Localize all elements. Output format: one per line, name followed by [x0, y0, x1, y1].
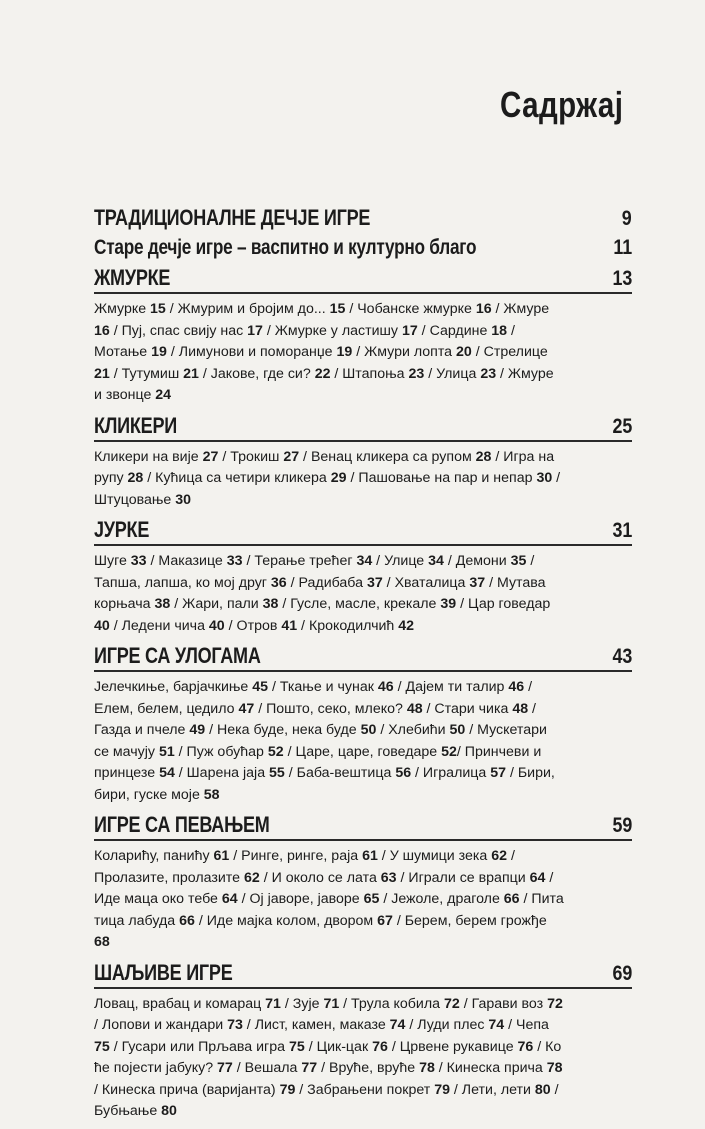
entry-page-number: 67 [377, 912, 393, 929]
entry-name: Тутумиш [121, 365, 184, 382]
entry-page-number: 40 [94, 617, 110, 634]
entry-name: Бири, бири, гуске моје [94, 765, 555, 803]
section-page-number: 25 [612, 414, 632, 438]
entry-page-number: 62 [491, 848, 507, 864]
entry-page-number: 72 [443, 995, 460, 1012]
entry-page-number: 51 [158, 743, 175, 760]
entry-name: Жмуре [503, 301, 550, 317]
entry-name: Принчеви и принцезе [94, 743, 542, 781]
entry-page-number: 38 [154, 596, 171, 612]
entry-page-number: 76 [517, 1038, 534, 1055]
entry-page-number: 37 [366, 574, 383, 591]
entry-page-number: 30 [175, 491, 192, 508]
entry-name: Царе, царе, говедаре [295, 743, 442, 760]
entry-page-number: 52 [441, 743, 457, 760]
entry-name: Ткање и чунак [279, 679, 378, 695]
entry-name: Ко ће појести јабуку? [94, 1038, 562, 1076]
entry-name: Иде маца око тебе [94, 891, 222, 907]
entry-name: Лопови и жандари [101, 1017, 228, 1033]
entry-name: Баба-вештица [296, 765, 396, 781]
toc-section [94, 413, 632, 512]
entry-name: Мутава корњача [94, 574, 546, 612]
toc-section [94, 812, 632, 954]
entry-name: Отров [236, 617, 282, 634]
entry-name: Жмури лопта [364, 344, 457, 360]
entry-name: Демони [455, 553, 511, 569]
entry-name: Радибаба [298, 574, 367, 591]
entry-name: Гусари или Прљава игра [121, 1038, 289, 1055]
entry-page-number: 33 [226, 553, 243, 569]
entry-page-number: 58 [203, 786, 220, 803]
entry-page-number: 15 [329, 301, 346, 317]
entry-name: Стрелице [483, 344, 548, 360]
entry-page-number: 78 [546, 1060, 563, 1076]
entry-page-number: 54 [159, 765, 175, 781]
entry-page-number: 16 [94, 322, 110, 339]
entry-name: Коларићу, панићу [94, 848, 214, 864]
entry-name: Кликери на вије [94, 448, 203, 465]
entry-page-number: 71 [265, 995, 281, 1012]
toc-section [94, 236, 632, 261]
entry-page-number: 80 [161, 1103, 177, 1119]
entry-name: Пошто, секо, млеко? [266, 700, 407, 717]
entry-page-number: 77 [301, 1060, 318, 1076]
entry-name: Стари чика [434, 700, 513, 717]
entry-name: Венац кликера са рупом [310, 448, 476, 465]
entry-page-number: 16 [475, 301, 492, 317]
entry-name: Зује [292, 995, 324, 1012]
entry-page-number: 37 [469, 574, 486, 591]
entry-name: Кућица са четири кликера [155, 470, 331, 486]
entry-name: Маказице [158, 553, 227, 569]
section-page-number: 13 [612, 267, 632, 290]
section-title: ЈУРКЕ [94, 517, 150, 542]
entry-name: Луди плес [417, 1017, 489, 1033]
toc-section [94, 960, 632, 1123]
table-of-contents [94, 205, 632, 1129]
entry-name: Жмуре и звонце [94, 365, 554, 403]
entry-name: Хваталица [394, 574, 470, 591]
entry-name: Крокодилчић [308, 617, 399, 634]
toc-section [94, 517, 632, 637]
section-page-number: 69 [612, 961, 632, 985]
entry-page-number: 66 [503, 891, 520, 907]
toc-section [94, 265, 632, 407]
entry-page-number: 74 [488, 1017, 505, 1033]
entry-page-number: 50 [449, 722, 466, 738]
entry-name: Забрањени покрет [307, 1081, 435, 1098]
entry-name: Цар говедар [468, 596, 551, 612]
entry-name: Шуге [94, 553, 131, 569]
entry-page-number: 39 [440, 596, 457, 612]
entry-page-number: 27 [283, 448, 300, 465]
entry-name: Трокиш [230, 448, 284, 465]
entry-name: Пуж обућар [186, 743, 268, 760]
entry-page-number: 75 [94, 1038, 110, 1055]
entry-name: Лимунови и поморанџе [178, 344, 337, 360]
entry-name: Бубњање [94, 1103, 162, 1119]
entry-name: Елем, белем, цедило [94, 700, 239, 717]
entry-name: Сардине [429, 322, 492, 339]
section-entries: Шуге 33 / Маказице 33 / Терање трећег 34 / Улице 34 / Демони 35 / Тапша, лапша, ко мој друг 36 / Радибаба 37 / Хваталица 37 / Мутава корњача 38 / Жари, пали 38 / Гусле, масле, крекале 39 / Цар говедар 40 / Ледени чича 40 / Отров 41 / Крокодилчић 42 [94, 553, 551, 634]
entry-page-number: 56 [395, 765, 412, 781]
section-page-number: 31 [612, 519, 632, 542]
entry-page-number: 40 [208, 617, 225, 634]
entry-name: Терање трећег [254, 553, 357, 569]
section-title: ЖМУРКЕ [94, 265, 171, 290]
entry-page-number: 17 [401, 322, 418, 339]
section-page-number: 9 [622, 207, 632, 230]
section-heading-row [94, 517, 632, 546]
entry-page-number: 77 [217, 1060, 233, 1076]
entry-name: Хлебићи [388, 722, 450, 738]
entry-name: Ринге, ринге, раја [241, 848, 363, 864]
entry-page-number: 48 [512, 700, 529, 717]
entry-page-number: 52 [267, 743, 284, 760]
entry-name: Мотање [94, 344, 152, 360]
entry-name: Гарави воз [471, 995, 548, 1012]
entry-name: Улице [384, 553, 429, 569]
entry-page-number: 23 [480, 365, 497, 382]
entry-page-number: 45 [252, 679, 269, 695]
entry-name: Лети, лети [461, 1081, 535, 1098]
section-heading-row [94, 205, 632, 232]
entry-name: Гусле, масле, крекале [290, 596, 441, 612]
entry-name: Лист, камен, маказе [254, 1017, 390, 1033]
entry-page-number: 74 [389, 1017, 406, 1033]
entry-name: Дајем ти талир [405, 679, 509, 695]
entry-name: Црвене рукавице [399, 1038, 518, 1055]
entry-name: Игралица [422, 765, 491, 781]
entry-name: Берем, берем грожђе [404, 912, 547, 929]
entry-page-number: 57 [490, 765, 507, 781]
entry-page-number: 38 [262, 596, 279, 612]
section-page-number: 11 [613, 236, 632, 259]
entry-page-number: 80 [534, 1081, 551, 1098]
entry-page-number: 46 [377, 679, 394, 695]
entry-page-number: 55 [269, 765, 285, 781]
section-page-number: 59 [612, 814, 632, 837]
entry-page-number: 61 [213, 848, 230, 864]
entry-page-number: 17 [247, 322, 263, 339]
entry-name: Жари, пали [182, 596, 263, 612]
section-title: ШАЉИВЕ ИГРЕ [94, 959, 233, 985]
entry-page-number: 36 [270, 574, 287, 591]
entry-name: Пролазите, пролазите [94, 869, 244, 886]
entry-page-number: 33 [130, 553, 147, 569]
entry-page-number: 73 [227, 1017, 243, 1033]
entry-page-number: 30 [536, 470, 553, 486]
entry-name: Врућe, врућe [329, 1060, 420, 1076]
section-heading-row [94, 265, 632, 294]
section-heading-row [94, 236, 632, 261]
entry-page-number: 41 [281, 617, 298, 634]
entry-page-number: 75 [288, 1038, 305, 1055]
entry-name: Иде мајка колом, двором [206, 912, 378, 929]
entry-page-number: 34 [428, 553, 444, 569]
entry-page-number: 19 [336, 344, 353, 360]
entry-page-number: 21 [183, 365, 199, 382]
entry-name: И около се лата [271, 869, 381, 886]
entry-name: Јакове, где си? [210, 365, 315, 382]
entry-page-number: 47 [238, 700, 255, 717]
entry-page-number: 64 [529, 869, 546, 886]
entry-name: У шумици зека [389, 848, 492, 864]
entry-page-number: 72 [547, 995, 563, 1012]
entry-page-number: 79 [434, 1081, 450, 1098]
entry-name: Улица [436, 365, 481, 382]
section-title: ИГРЕ СА УЛОГАМА [94, 643, 261, 668]
entry-name: Штуцовање [94, 491, 176, 508]
entry-page-number: 68 [94, 934, 110, 950]
section-heading-row [94, 643, 632, 672]
section-title: ИГРЕ СА ПЕВАЊЕМ [94, 812, 270, 837]
entry-page-number: 50 [360, 722, 377, 738]
entry-page-number: 23 [408, 365, 425, 382]
entry-name: Газда и пчеле [94, 722, 190, 738]
entry-name: Нека буде, нека буде [217, 722, 361, 738]
entry-page-number: 71 [323, 995, 340, 1012]
entry-name: Жмурим и бројим до... [177, 301, 330, 317]
entry-page-number: 29 [330, 470, 347, 486]
entry-page-number: 27 [202, 448, 219, 465]
entry-name: Кинеска прича (варијанта) [101, 1081, 280, 1098]
entry-page-number: 66 [179, 912, 195, 929]
toc-section [94, 643, 632, 806]
section-entries: Жмурке 15 / Жмурим и бројим до... 15 / Чобанске жмурке 16 / Жмуре 16 / Пуј, спас свију нас 17 / Жмурке у ластишу 17 / Сардине 18 / Мотање 19 / Лимунови и поморанџе 19 / Жмури лопта 20 / Стрелице 21 / Тутумиш 21 / Јакове, где си? 22 / Штапоња 23 / Улица 23 / Жмуре и звонце 24 [94, 301, 554, 403]
entry-name: Игра на рупу [94, 448, 555, 486]
entry-page-number: 28 [475, 448, 492, 465]
entry-name: Ој јаворе, јаворе [249, 891, 364, 907]
entry-page-number: 20 [456, 344, 472, 360]
entry-name: Жмурке у ластишу [274, 322, 402, 339]
entry-page-number: 65 [363, 891, 380, 907]
entry-name: Играли се врапци [408, 869, 530, 886]
section-page-number: 43 [612, 645, 632, 668]
entry-page-number: 49 [189, 722, 206, 738]
section-heading-row [94, 812, 632, 841]
page-title: Садржај [499, 84, 623, 125]
entry-name: Ледени чича [121, 617, 209, 634]
entry-name: Пита тица лабуда [94, 891, 564, 929]
section-entries: Коларићу, панићу 61 / Ринге, ринге, раја 61 / У шумици зека 62 / Пролазите, пролазите 62 / И около се лата 63 / Играли се врапци 64 / Иде маца око тебе 64 / Ој јаворе, јаворе 65 / Јежоле, драголе 66 / Пита тица лабуда 66 / Иде мајка колом, двором 67 / Берем, берем грожђе 68 [94, 848, 564, 950]
section-title: ТРАДИЦИОНАЛНЕ ДЕЧЈЕ ИГРЕ [94, 205, 371, 230]
entry-name: Кинеска прича [446, 1060, 547, 1076]
entry-name: Цик-цак [316, 1038, 373, 1055]
entry-name: Јелечкиње, барјачкиње [94, 679, 253, 695]
entry-page-number: 24 [155, 387, 172, 403]
entry-name: Жмурке [94, 301, 151, 317]
entry-page-number: 48 [406, 700, 423, 717]
section-entries: Кликери на вије 27 / Трокиш 27 / Венац кликера са рупом 28 / Игра на рупу 28 / Кућица са четири кликера 29 / Пашовање на пар и непар 30 / Штуцовање 30 [94, 448, 561, 508]
entry-name: Штапоња [342, 365, 409, 382]
entry-name: Шарена јаја [186, 765, 270, 781]
entry-page-number: 64 [221, 891, 238, 907]
entry-page-number: 28 [127, 470, 144, 486]
entry-name: Јежоле, драголе [391, 891, 504, 907]
entry-name: Пуј, спас свију нас [121, 322, 248, 339]
toc-section [94, 205, 632, 232]
entry-name: Трула кобила [351, 995, 444, 1012]
section-title: Старе дечје игре – васпитно и културно благо [94, 236, 477, 259]
entry-page-number: 79 [279, 1081, 296, 1098]
entry-name: Чепа [516, 1017, 549, 1033]
entry-page-number: 22 [314, 365, 331, 382]
entry-page-number: 76 [372, 1038, 388, 1055]
section-entries: Ловац, врабац и комарац 71 / Зује 71 / Трула кобила 72 / Гарави воз 72 / Лопови и жандари 73 / Лист, камен, маказе 74 / Луди плес 74 / Чепа 75 / Гусари или Прљава игра 75 / Цик-цак 76 / Црвене рукавице 76 / Ко ће појести јабуку? 77 / Вешала 77 / Врућe, врућe 78 / Кинеска прича 78 / Кинеска прича (варијанта) 79 / Забрањени покрет 79 / Лети, лети 80 / Бубњање 80 [94, 995, 563, 1119]
entry-page-number: 21 [94, 365, 110, 382]
entry-page-number: 61 [362, 848, 378, 864]
entry-name: Чобанске жмурке [357, 301, 476, 317]
entry-name: Ловац, врабац и комарац [94, 995, 266, 1012]
entry-name: Пашовање на пар и непар [358, 470, 537, 486]
entry-page-number: 19 [151, 344, 167, 360]
entry-page-number: 63 [380, 869, 397, 886]
section-title: КЛИКЕРИ [94, 412, 177, 438]
entry-name: Тапша, лапша, ко мој друг [94, 574, 271, 591]
entry-page-number: 42 [398, 617, 415, 634]
section-heading-row [94, 413, 632, 442]
section-entries: Јелечкиње, барјачкиње 45 / Ткање и чунак 46 / Дајем ти талир 46 / Елем, белем, цедило 47 / Пошто, секо, млеко? 48 / Стари чика 48 / Газда и пчеле 49 / Нека буде, нека буде 50 / Хлебићи 50 / Мускетари се мачују 51 / Пуж обућар 52 / Царе, царе, говедаре 52/ Принчеви и принцезе 54 / Шарена јаја 55 / Баба-вештица 56 / Игралица 57 / Бири, бири, гуске моје 58 [94, 679, 555, 803]
entry-page-number: 18 [491, 322, 508, 339]
entry-page-number: 46 [508, 679, 525, 695]
entry-page-number: 15 [150, 301, 166, 317]
entry-page-number: 35 [510, 553, 527, 569]
entry-name: Вешала [244, 1060, 302, 1076]
entry-page-number: 62 [243, 869, 260, 886]
entry-page-number: 34 [356, 553, 373, 569]
entry-name: Мускетари се мачују [94, 722, 547, 760]
entry-page-number: 78 [419, 1060, 435, 1076]
section-heading-row [94, 960, 632, 989]
